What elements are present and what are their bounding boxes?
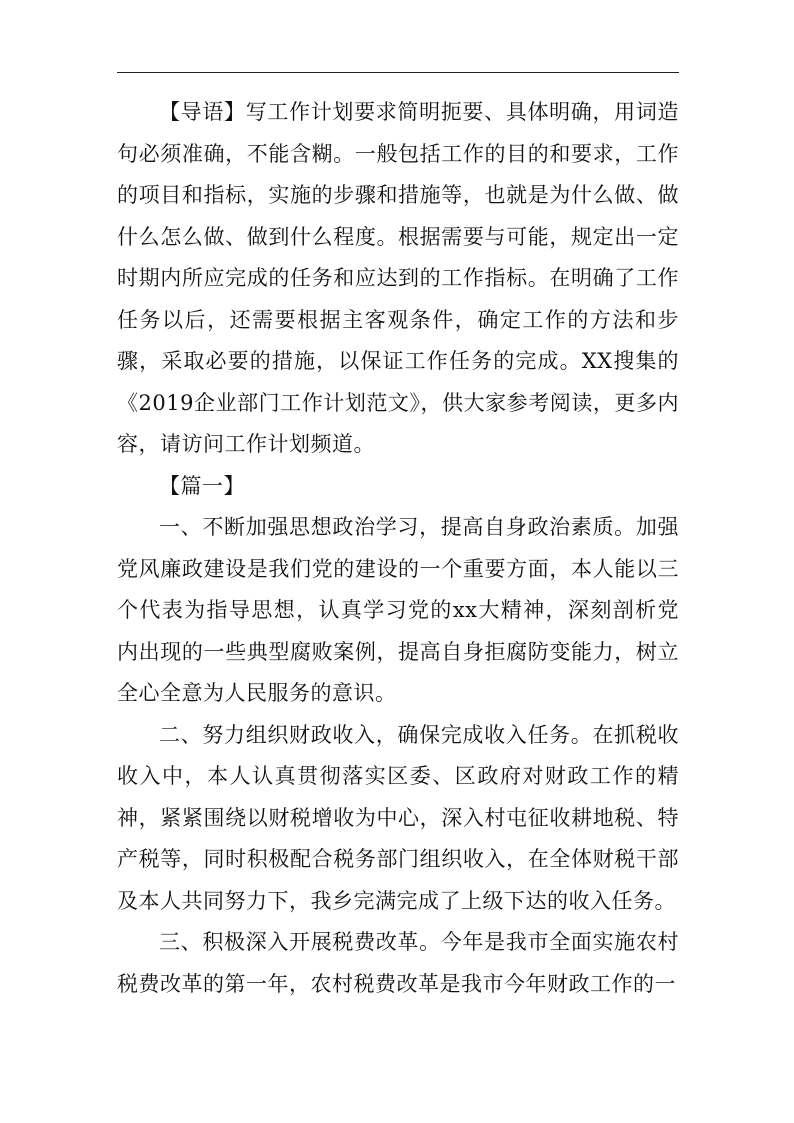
body-paragraph-2: 二、努力组织财政收入，确保完成收入任务。在抓税收收入中，本人认真贯彻落实区委、区政府对财政工作的精神，紧紧围绕以财税增收为中心，深入村屯征收耕地税、特产税等，同时积极配合税务部门组织收入，在全体财税干部及本人共同努力下，我乡完满完成了上级下达的收入任务。: [117, 722, 679, 913]
body-paragraph-3: 三、积极深入开展税费改革。今年是我市全面实施农村税费改革的第一年，农村税费改革是我市今年财政工作的一: [117, 930, 679, 996]
header-rule: [117, 72, 679, 73]
document-body: [117, 92, 679, 1005]
intro-paragraph: 【导语】写工作计划要求简明扼要、具体明确，用词造句必须准确，不能含糊。一般包括工作的目的和要求，工作的项目和指标，实施的步骤和措施等，也就是为什么做、做什么怎么做、做到什么程度。根据需要与可能，规定出一定时期内所应完成的任务和应达到的工作指标。在明确了工作任务以后，还需要根据主客观条件，确定工作的方法和步骤，采取必要的措施，以保证工作任务的完成。XX搜集的《2019企业部门工作计划范文》，供大家参考阅读，更多内容，请访问工作计划频道。: [117, 100, 679, 456]
body-paragraph-1: 一、不断加强思想政治学习，提高自身政治素质。加强党风廉政建设是我们党的建设的一个重要方面，本人能以三个代表为指导思想，认真学习党的xx大精神，深刻剖析党内出现的一些典型腐败案例，提高自身拒腐防变能力，树立全心全意为人民服务的意识。: [117, 515, 679, 705]
section-heading: 【篇一】: [159, 473, 245, 498]
